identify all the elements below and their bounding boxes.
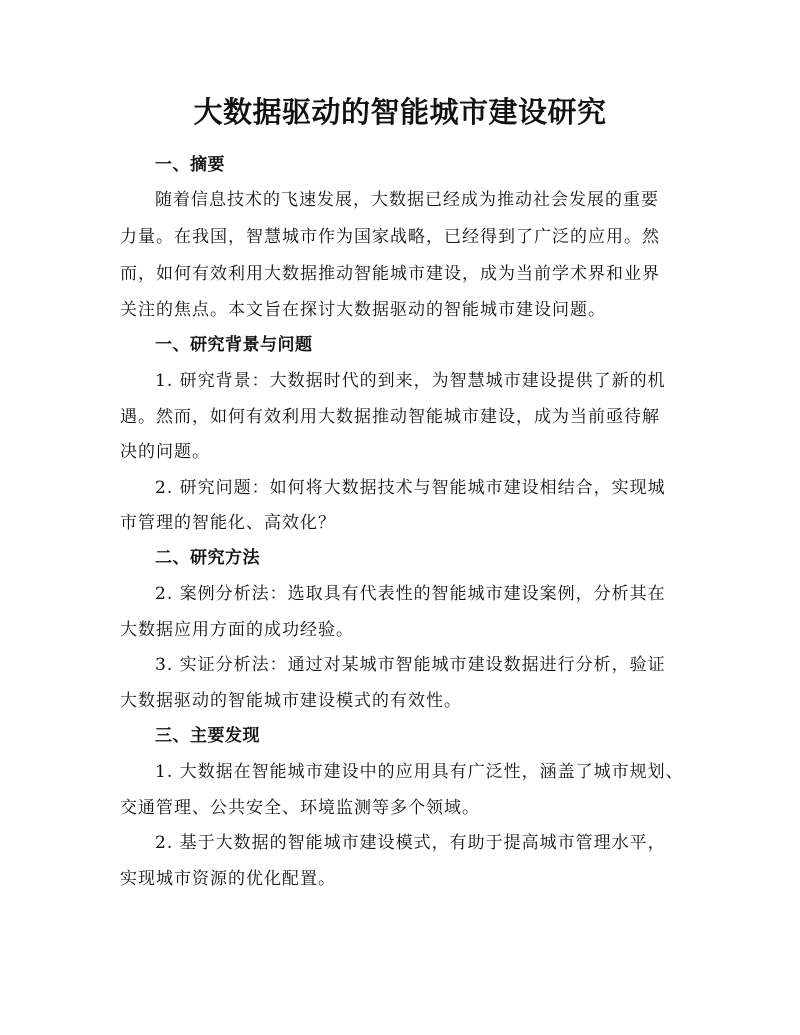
methods-paragraph-line: 大数据驱动的智能城市建设模式的有效性。 (120, 691, 462, 711)
background-paragraph-line: 2. 研究问题：如何将大数据技术与智能城市建设相结合，实现城 (155, 478, 666, 498)
background-paragraph-line: 市管理的智能化、高效化？ (120, 513, 336, 533)
findings-paragraph-line: 实现城市资源的优化配置。 (120, 869, 336, 889)
methods-heading: 二、研究方法 (155, 548, 260, 568)
findings-paragraph-line: 2. 基于大数据的智能城市建设模式，有助于提高城市管理水平， (155, 833, 666, 853)
abstract-line: 随着信息技术的飞速发展，大数据已经成为推动社会发展的重要 (155, 190, 659, 210)
background-paragraph-line: 遇。然而，如何有效利用大数据推动智能城市建设，成为当前亟待解 (120, 407, 660, 427)
methods-paragraph-line: 2. 案例分析法：选取具有代表性的智能城市建设案例，分析其在 (155, 584, 666, 604)
background-paragraph-line: 1. 研究背景：大数据时代的到来，为智慧城市建设提供了新的机 (155, 371, 666, 391)
findings-paragraph-line: 1. 大数据在智能城市建设中的应用具有广泛性，涵盖了城市规划、 (155, 762, 684, 782)
background-paragraph-line: 决的问题。 (120, 442, 210, 462)
methods-paragraph-line: 大数据应用方面的成功经验。 (120, 620, 354, 640)
abstract-heading: 一、摘要 (155, 155, 225, 175)
abstract-line: 而，如何有效利用大数据推动智能城市建设，成为当前学术界和业界 (120, 264, 660, 284)
abstract-line: 力量。在我国，智慧城市作为国家战略，已经得到了广泛的应用。然 (120, 227, 660, 247)
background-heading: 一、研究背景与问题 (155, 335, 313, 355)
findings-heading: 三、主要发现 (155, 726, 260, 746)
findings-paragraph-line: 交通管理、公共安全、环境监测等多个领域。 (120, 798, 480, 818)
methods-paragraph-line: 3. 实证分析法：通过对某城市智能城市建设数据进行分析，验证 (155, 655, 666, 675)
document-title: 大数据驱动的智能城市建设研究 (193, 95, 607, 129)
abstract-line: 关注的焦点。本文旨在探讨大数据驱动的智能城市建设问题。 (120, 300, 606, 320)
